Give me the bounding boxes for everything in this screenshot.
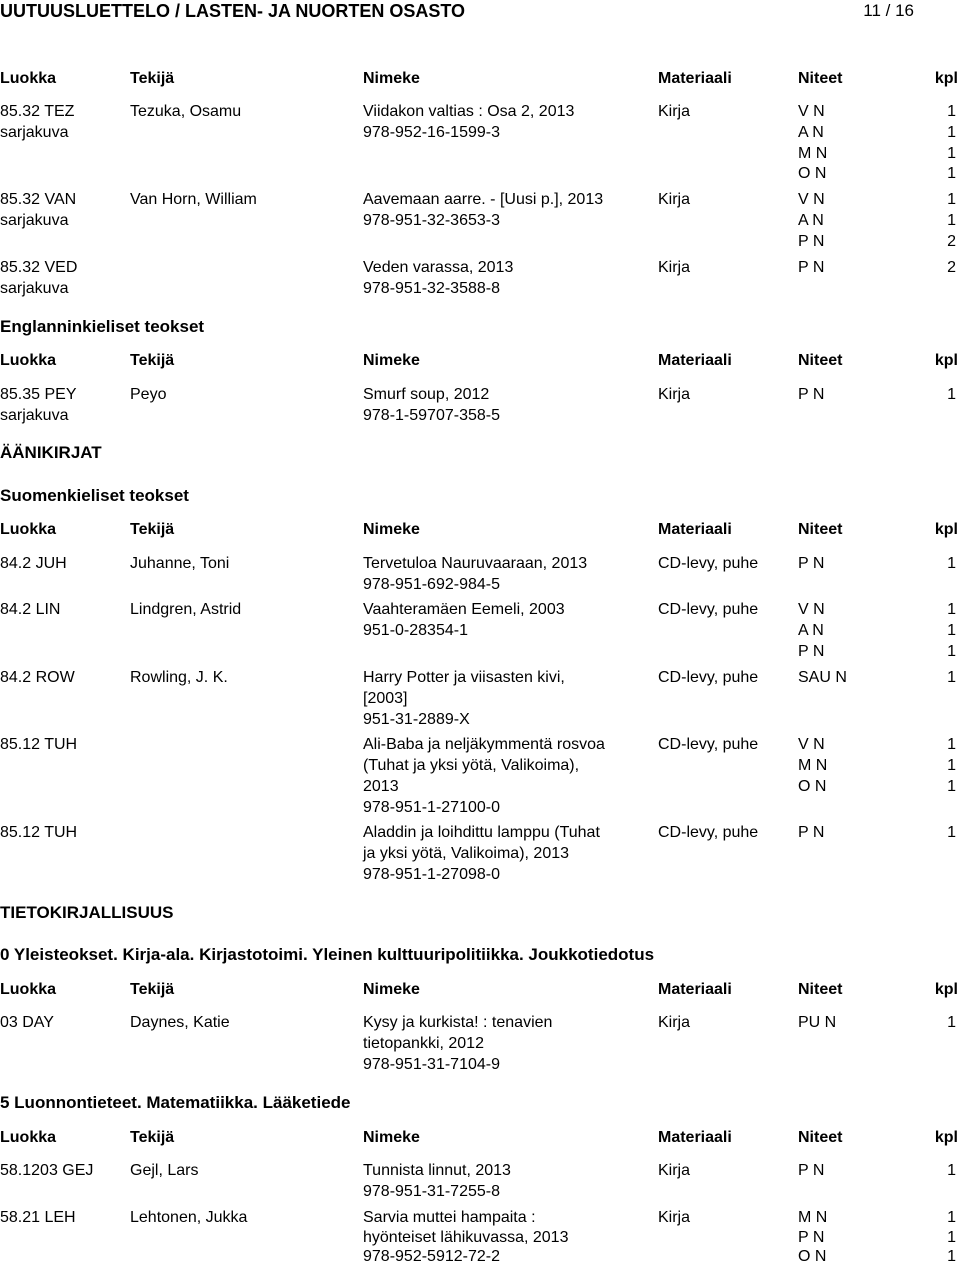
- row-kpl: 1: [947, 1248, 956, 1265]
- row-kpl: 1: [947, 1014, 956, 1031]
- section-heading: 0 Yleisteokset. Kirja-ala. Kirjastotoimi. Yleinen kulttuuripolitiikka. Joukkotiedotus: [0, 945, 655, 964]
- row-kpl: 2: [947, 259, 956, 276]
- row-kpl: 2: [947, 233, 956, 250]
- row-kpl: 1: [947, 643, 956, 660]
- row-kpl: 1: [947, 736, 956, 753]
- row-luokka: 85.32 VED: [0, 259, 78, 276]
- row-materiaali: CD-levy, puhe: [658, 669, 759, 686]
- row-kpl: 1: [947, 212, 956, 229]
- row-niteet: M N: [798, 757, 828, 774]
- row-nimeke: 2013: [363, 778, 399, 795]
- row-niteet: P N: [798, 233, 825, 250]
- row-nimeke: tietopankki, 2012: [363, 1035, 484, 1052]
- row-materiaali: Kirja: [658, 1162, 691, 1179]
- row-kpl: 1: [947, 778, 956, 795]
- row-niteet: M N: [798, 145, 828, 162]
- row-tekija: Tezuka, Osamu: [130, 103, 242, 120]
- row-luokka: 84.2 ROW: [0, 669, 75, 686]
- col-materiaali: Materiaali: [658, 70, 732, 87]
- row-kpl: 1: [947, 1209, 956, 1226]
- col-kpl: kpl: [934, 521, 958, 538]
- col-materiaali: Materiaali: [658, 521, 732, 538]
- col-nimeke: Nimeke: [363, 70, 420, 87]
- row-materiaali: CD-levy, puhe: [658, 555, 759, 572]
- row-nimeke: 978-952-5912-72-2: [363, 1248, 500, 1265]
- col-kpl: kpl: [934, 1129, 958, 1146]
- row-luokka: sarjakuva: [0, 407, 69, 424]
- row-niteet: A N: [798, 124, 824, 141]
- row-materiaali: Kirja: [658, 259, 691, 276]
- row-nimeke: ja yksi yötä, Valikoima), 2013: [363, 845, 570, 862]
- section-heading: Suomenkieliset teokset: [0, 486, 189, 505]
- row-luokka: 85.35 PEY: [0, 386, 77, 403]
- row-luokka: 85.12 TUH: [0, 736, 78, 753]
- row-tekija: Peyo: [130, 386, 167, 403]
- col-tekija: Tekijä: [130, 352, 175, 369]
- row-nimeke: 978-951-31-7255-8: [363, 1183, 500, 1200]
- col-materiaali: Materiaali: [658, 981, 732, 998]
- row-nimeke: Veden varassa, 2013: [363, 259, 514, 276]
- col-tekija: Tekijä: [130, 1129, 175, 1146]
- col-kpl: kpl: [934, 981, 958, 998]
- row-kpl: 1: [947, 165, 956, 182]
- row-luokka: 84.2 JUH: [0, 555, 67, 572]
- row-nimeke: Vaahteramäen Eemeli, 2003: [363, 601, 565, 618]
- row-kpl: 1: [947, 669, 956, 686]
- row-nimeke: Sarvia muttei hampaita :: [363, 1209, 536, 1226]
- row-niteet: P N: [798, 643, 825, 660]
- row-materiaali: CD-levy, puhe: [658, 601, 759, 618]
- row-nimeke: [2003]: [363, 690, 408, 707]
- col-kpl: kpl: [934, 352, 958, 369]
- row-nimeke: 978-951-32-3588-8: [363, 280, 500, 297]
- section-heading: 5 Luonnontieteet. Matematiikka. Lääketiede: [0, 1093, 351, 1112]
- row-luokka: 85.32 TEZ: [0, 103, 75, 120]
- row-luokka: 85.12 TUH: [0, 824, 78, 841]
- row-materiaali: Kirja: [658, 103, 691, 120]
- row-nimeke: Aladdin ja loihdittu lamppu (Tuhat: [363, 824, 600, 841]
- row-niteet: P N: [798, 386, 825, 403]
- row-tekija: Lehtonen, Jukka: [130, 1209, 248, 1226]
- section-heading: Englanninkieliset teokset: [0, 317, 205, 336]
- row-niteet: P N: [798, 824, 825, 841]
- row-niteet: V N: [798, 103, 825, 120]
- col-niteet: Niteet: [798, 521, 843, 538]
- row-kpl: 1: [947, 386, 956, 403]
- row-nimeke: Smurf soup, 2012: [363, 386, 490, 403]
- row-kpl: 1: [947, 757, 956, 774]
- row-tekija: Van Horn, William: [130, 191, 257, 208]
- row-niteet: O N: [798, 1248, 827, 1265]
- category-heading: ÄÄNIKIRJAT: [0, 443, 102, 462]
- row-materiaali: Kirja: [658, 191, 691, 208]
- row-nimeke: 978-952-16-1599-3: [363, 124, 500, 141]
- row-nimeke: 978-951-31-7104-9: [363, 1056, 500, 1073]
- row-nimeke: 978-1-59707-358-5: [363, 407, 500, 424]
- row-niteet: A N: [798, 212, 824, 229]
- col-nimeke: Nimeke: [363, 521, 420, 538]
- row-nimeke: Tervetuloa Nauruvaaraan, 2013: [363, 555, 588, 572]
- row-tekija: Lindgren, Astrid: [130, 601, 242, 618]
- row-tekija: Rowling, J. K.: [130, 669, 228, 686]
- row-kpl: 1: [947, 601, 956, 618]
- row-nimeke: 978-951-692-984-5: [363, 576, 500, 593]
- col-luokka: Luokka: [0, 981, 57, 998]
- row-kpl: 1: [947, 103, 956, 120]
- row-kpl: 1: [947, 145, 956, 162]
- row-niteet: V N: [798, 191, 825, 208]
- row-kpl: 1: [947, 1162, 956, 1179]
- row-nimeke: (Tuhat ja yksi yötä, Valikoima),: [363, 757, 580, 774]
- col-nimeke: Nimeke: [363, 1129, 420, 1146]
- row-nimeke: Aavemaan aarre. - [Uusi p.], 2013: [363, 191, 604, 208]
- page-title: UUTUUSLUETTELO / LASTEN- JA NUORTEN OSASTO: [0, 1, 466, 21]
- col-materiaali: Materiaali: [658, 1129, 732, 1146]
- row-materiaali: Kirja: [658, 386, 691, 403]
- col-luokka: Luokka: [0, 70, 57, 87]
- row-materiaali: CD-levy, puhe: [658, 824, 759, 841]
- col-nimeke: Nimeke: [363, 981, 420, 998]
- page-number: 11 / 16: [863, 1, 914, 20]
- row-luokka: 58.21 LEH: [0, 1209, 76, 1226]
- row-niteet: SAU N: [798, 669, 847, 686]
- row-nimeke: 978-951-1-27100-0: [363, 799, 500, 816]
- row-niteet: P N: [798, 1162, 825, 1179]
- row-niteet: P N: [798, 555, 825, 572]
- row-luokka: 84.2 LIN: [0, 601, 61, 618]
- row-luokka: 03 DAY: [0, 1014, 54, 1031]
- col-luokka: Luokka: [0, 521, 57, 538]
- row-kpl: 1: [947, 191, 956, 208]
- row-materiaali: CD-levy, puhe: [658, 736, 759, 753]
- row-niteet: P N: [798, 1229, 825, 1246]
- col-materiaali: Materiaali: [658, 352, 732, 369]
- row-nimeke: Viidakon valtias : Osa 2, 2013: [363, 103, 575, 120]
- row-tekija: Juhanne, Toni: [130, 555, 230, 572]
- row-luokka: sarjakuva: [0, 124, 69, 141]
- row-nimeke: 978-951-32-3653-3: [363, 212, 500, 229]
- col-niteet: Niteet: [798, 1129, 843, 1146]
- row-niteet: V N: [798, 601, 825, 618]
- col-tekija: Tekijä: [130, 521, 175, 538]
- row-kpl: 1: [947, 124, 956, 141]
- category-heading: TIETOKIRJALLISUUS: [0, 903, 174, 922]
- row-tekija: Gejl, Lars: [130, 1162, 199, 1179]
- row-niteet: O N: [798, 165, 827, 182]
- row-nimeke: 951-0-28354-1: [363, 622, 468, 639]
- row-niteet: P N: [798, 259, 825, 276]
- row-niteet: O N: [798, 778, 827, 795]
- col-niteet: Niteet: [798, 70, 843, 87]
- row-luokka: sarjakuva: [0, 280, 69, 297]
- col-luokka: Luokka: [0, 352, 57, 369]
- row-luokka: 85.32 VAN: [0, 191, 77, 208]
- col-tekija: Tekijä: [130, 981, 175, 998]
- col-niteet: Niteet: [798, 981, 843, 998]
- row-luokka: 58.1203 GEJ: [0, 1162, 94, 1179]
- col-nimeke: Nimeke: [363, 352, 420, 369]
- row-kpl: 1: [947, 1229, 956, 1246]
- row-kpl: 1: [947, 824, 956, 841]
- row-nimeke: Ali-Baba ja neljäkymmentä rosvoa: [363, 736, 605, 753]
- row-nimeke: hyönteiset lähikuvassa, 2013: [363, 1229, 569, 1246]
- row-nimeke: Kysy ja kurkista! : tenavien: [363, 1014, 553, 1031]
- col-kpl: kpl: [934, 70, 958, 87]
- row-luokka: sarjakuva: [0, 212, 69, 229]
- row-nimeke: Tunnista linnut, 2013: [363, 1162, 511, 1179]
- row-niteet: A N: [798, 622, 824, 639]
- row-niteet: M N: [798, 1209, 828, 1226]
- row-nimeke: 951-31-2889-X: [363, 711, 470, 728]
- row-nimeke: Harry Potter ja viisasten kivi,: [363, 669, 565, 686]
- row-tekija: Daynes, Katie: [130, 1014, 230, 1031]
- col-tekija: Tekijä: [130, 70, 175, 87]
- row-nimeke: 978-951-1-27098-0: [363, 866, 500, 883]
- row-niteet: PU N: [798, 1014, 837, 1031]
- row-materiaali: Kirja: [658, 1014, 691, 1031]
- row-niteet: V N: [798, 736, 825, 753]
- row-materiaali: Kirja: [658, 1209, 691, 1226]
- col-niteet: Niteet: [798, 352, 843, 369]
- col-luokka: Luokka: [0, 1129, 57, 1146]
- row-kpl: 1: [947, 622, 956, 639]
- row-kpl: 1: [947, 555, 956, 572]
